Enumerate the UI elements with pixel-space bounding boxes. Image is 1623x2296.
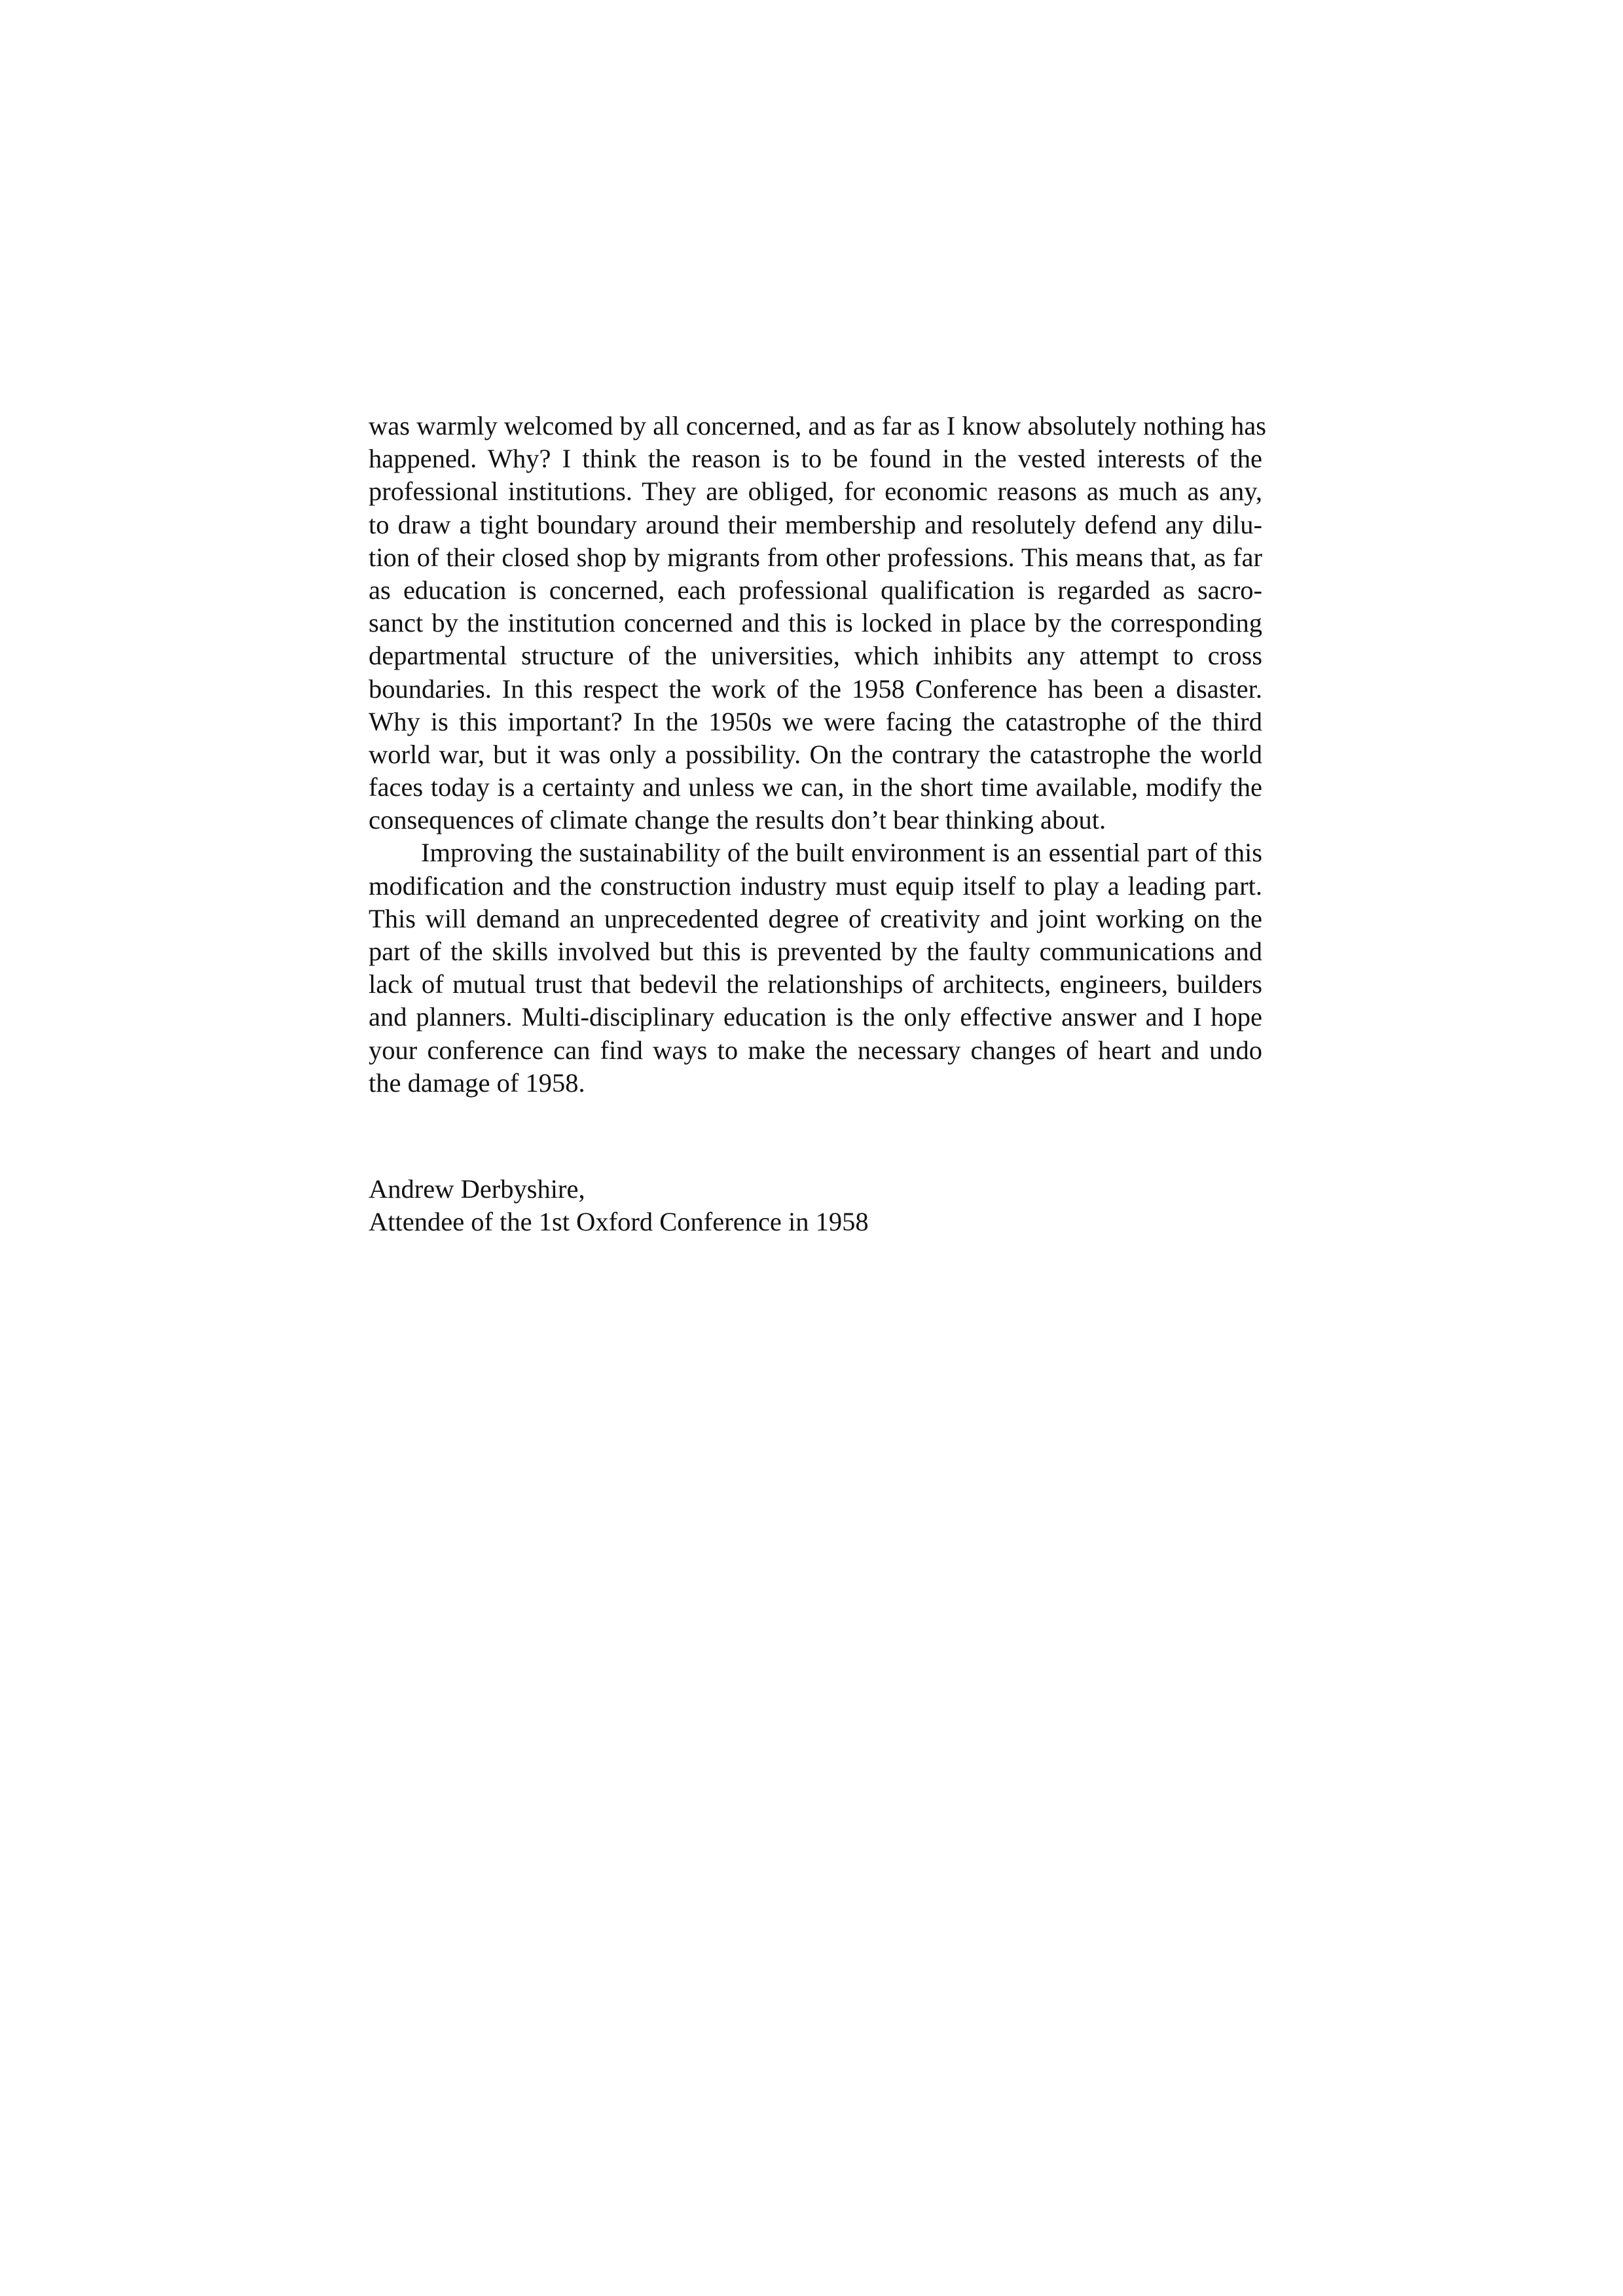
text-line: departmental structure of the universities, which inhibits any attempt to cross	[369, 641, 1262, 671]
text-line: to draw a tight boundary around their membership and resolutely defend any dilu-	[369, 509, 1262, 539]
paragraph-1	[369, 410, 1266, 836]
text-line: lack of mutual trust that bedevil the relationships of architects, engineers, builders	[369, 969, 1262, 999]
text-line: part of the skills involved but this is prevented by the faulty communications and	[369, 937, 1262, 966]
text-line: professional institutions. They are obliged, for economic reasons as much as any,	[369, 476, 1262, 507]
text-line: Why is this important? In the 1950s we were facing the catastrophe of the third	[369, 706, 1262, 736]
text-line: happened. Why? I think the reason is to be found in the vested interests of the	[369, 444, 1262, 474]
text-line: faces today is a certainty and unless we can, in the short time available, modify the	[369, 772, 1262, 802]
signatory-name: Andrew Derbyshire,	[369, 1174, 585, 1204]
text-line: world war, but it was only a possibility. On the contrary the catastrophe the world	[369, 739, 1262, 769]
letter-body	[369, 410, 1266, 1100]
text-line: the damage of 1958.	[369, 1067, 585, 1098]
signatory-role: Attendee of the 1st Oxford Conference in 1958	[369, 1207, 869, 1237]
text-line: boundaries. In this respect the work of the 1958 Conference has been a disaster.	[369, 673, 1262, 704]
text-line: as education is concerned, each professional qualification is regarded as sacro-	[369, 575, 1262, 605]
signature-block	[369, 1173, 869, 1238]
text-line: and planners. Multi-disciplinary education is the only effective answer and I hope	[369, 1002, 1262, 1032]
text-line: This will demand an unprecedented degree of creativity and joint working on the	[369, 903, 1262, 933]
text-line: was warmly welcomed by all concerned, and as far as I know absolutely nothing has	[369, 411, 1266, 440]
paragraph-2	[369, 836, 1262, 1100]
text-line: tion of their closed shop by migrants from other professions. This means that, as far	[369, 542, 1262, 572]
text-line: consequences of climate change the results don’t bear thinking about.	[369, 805, 1106, 835]
text-line: sanct by the institution concerned and this is locked in place by the corresponding	[369, 608, 1262, 638]
text-line: your conference can find ways to make the necessary changes of heart and undo	[369, 1035, 1262, 1065]
text-line: modification and the construction industry must equip itself to play a leading part.	[369, 870, 1262, 901]
text-line: Improving the sustainability of the built environment is an essential part of this	[421, 838, 1262, 868]
